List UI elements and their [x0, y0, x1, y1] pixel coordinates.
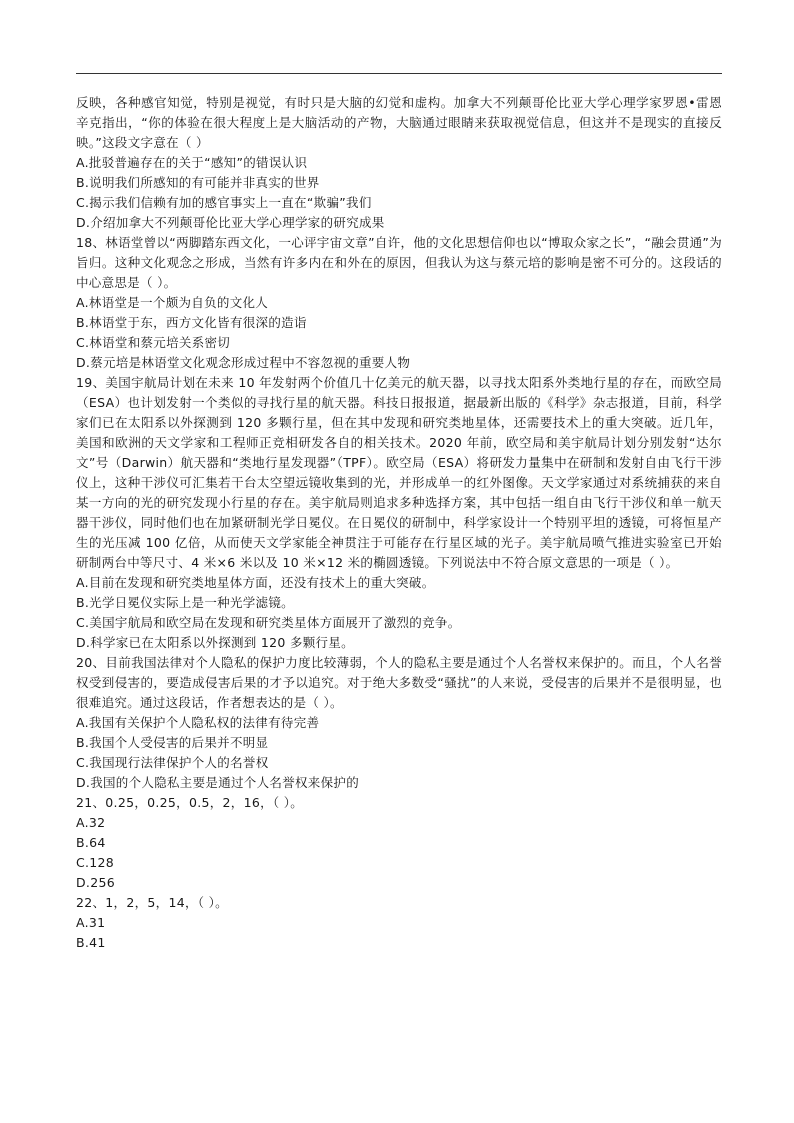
- option-b: B.我国个人受侵害的后果并不明显: [76, 735, 269, 750]
- option-b: B.说明我们所感知的有可能并非真实的世界: [76, 175, 320, 190]
- header-rule: [76, 73, 722, 74]
- question-stem: 19、美国宇航局计划在未来 10 年发射两个价值几十亿美元的航天器，以寻找太阳系外类地行星的存在，而欧空局（ESA）也计划发射一个类似的寻找行星的航天器。科技日报报道，据最新出版的《科学》杂志报道，目前，科学家们已在太阳系以外探测到 120 多颗行星，但在其中发现和研究类地星体，还需要技术上的重大突破。近几年，美国和欧洲的天文学家和工程师正竞相研发各自的相关技术。2020 年前，欧空局和美宇航局计划分别发射“达尔文”号（Darwin）航天器和“类地行星发现器”（TPF）。欧空局（ESA）将研发力量集中在研制和发射自由飞行干涉仪上，这种干涉仪可汇集若干台太空望远镜收集到的光，并形成单一的红外图像。天文学家通过对系统捕获的来自某一方向的光的研究发现小行星的存在。美宇航局则追求多种选择方案，其中包括一组自由飞行干涉仪和单一航天器干涉仪，同时他们也在加紧研制光学日冕仪。在日冕仪的研制中，科学家设计一个特别平坦的透镜，可将恒星产生的光压减 100 亿倍，从而使天文学家能全神贯注于可能存在行星区域的光子。美宇航局喷气推进实验室已开始研制两台中等尺寸、4 米×6 米以及 10 米×12 米的椭圆透镜。下列说法中不符合原文意思的一项是（ ）。: [76, 375, 722, 570]
- option-d: D.科学家已在太阳系以外探测到 120 多颗行星。: [76, 635, 354, 650]
- option-d: D.我国的个人隐私主要是通过个人名誉权来保护的: [76, 775, 359, 790]
- question-stem: 18、林语堂曾以“两脚踏东西文化，一心评宇宙文章”自许，他的文化思想信仰也以“博取众家之长”，“融会贯通”为旨归。这种文化观念之形成，当然有许多内在和外在的原因，但我认为这与蔡元培的影响是密不可分的。这段话的中心意思是（ ）。: [76, 235, 722, 290]
- document-body: [76, 93, 722, 953]
- option-a: A.批驳普遍存在的关于“感知”的错误认识: [76, 155, 308, 170]
- question-stem: 20、目前我国法律对个人隐私的保护力度比较薄弱，个人的隐私主要是通过个人名誉权来保护的。而且，个人名誉权受到侵害的，要造成侵害后果的才予以追究。对于绝大多数受“骚扰”的人来说，受侵害的后果并不是很明显，也很难追究。通过这段话，作者想表达的是（ ）。: [76, 655, 722, 710]
- option-c: C.美国宇航局和欧空局在发现和研究类星体方面展开了激烈的竞争。: [76, 615, 461, 630]
- option-b: B.64: [76, 835, 106, 850]
- option-a: A.32: [76, 815, 106, 830]
- option-b: B.光学日冕仪实际上是一种光学滤镜。: [76, 595, 294, 610]
- option-c: C.128: [76, 855, 115, 870]
- option-b: B.林语堂于东，西方文化皆有很深的造诣: [76, 315, 307, 330]
- question-22: [76, 893, 722, 953]
- question-17: [76, 93, 722, 233]
- option-c: C.林语堂和蔡元培关系密切: [76, 335, 231, 350]
- option-d: D.256: [76, 875, 115, 890]
- question-21: [76, 793, 722, 893]
- option-a: A.31: [76, 915, 106, 930]
- question-stem: 反映，各种感官知觉，特别是视觉，有时只是大脑的幻觉和虚构。加拿大不列颠哥伦比亚大学心理学家罗恩•雷恩辛克指出，“你的体验在很大程度上是大脑活动的产物，大脑通过眼睛来获取视觉信息，但这并不是现实的直接反映。”这段文字意在（ ）: [76, 95, 722, 150]
- option-c: C.揭示我们信赖有加的感官事实上一直在“欺骗”我们: [76, 195, 372, 210]
- option-d: D.蔡元培是林语堂文化观念形成过程中不容忽视的重要人物: [76, 355, 411, 370]
- question-stem: 21、0.25，0.25，0.5，2，16，（ ）。: [76, 795, 304, 810]
- option-a: A.我国有关保护个人隐私权的法律有待完善: [76, 715, 320, 730]
- option-d: D.介绍加拿大不列颠哥伦比亚大学心理学家的研究成果: [76, 215, 385, 230]
- question-19: [76, 373, 722, 653]
- question-stem: 22、1，2，5，14，（ ）。: [76, 895, 228, 910]
- question-18: [76, 233, 722, 373]
- option-a: A.林语堂是一个颇为自负的文化人: [76, 295, 269, 310]
- question-20: [76, 653, 722, 793]
- option-c: C.我国现行法律保护个人的名誉权: [76, 755, 269, 770]
- option-b: B.41: [76, 935, 106, 950]
- option-a: A.目前在发现和研究类地星体方面，还没有技术上的重大突破。: [76, 575, 435, 590]
